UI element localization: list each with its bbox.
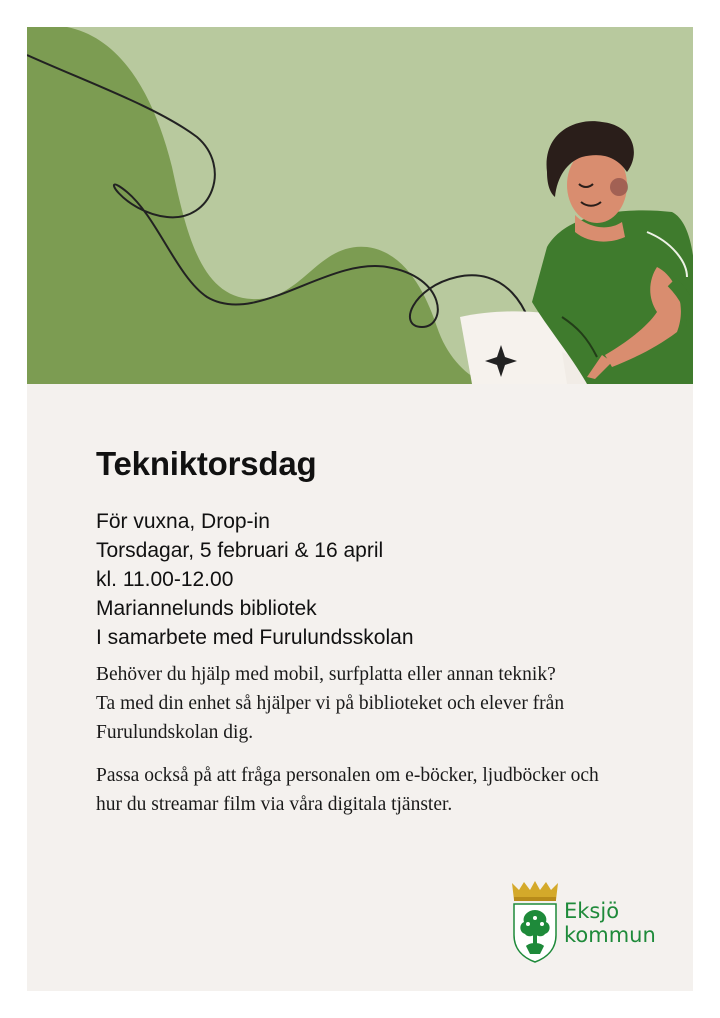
- event-details: [96, 507, 414, 652]
- logo-text: [564, 899, 656, 947]
- detail-audience: För vuxna, Drop-in: [96, 510, 270, 533]
- illustration-person-laptop: [27, 27, 693, 384]
- hero-illustration: [27, 27, 693, 384]
- detail-time: kl. 11.00-12.00: [96, 568, 234, 591]
- page-title: Tekniktorsdag: [96, 445, 317, 482]
- detail-location: Mariannelunds bibliotek: [96, 597, 317, 620]
- logo-line-eksjo: Eksjö: [564, 899, 620, 923]
- detail-dates: Torsdagar, 5 februari & 16 april: [96, 539, 384, 562]
- eksjo-coat-of-arms-icon: [510, 880, 560, 965]
- description-question: Behöver du hjälp med mobil, surfplatta eller annan teknik?: [96, 664, 556, 685]
- logo-line-kommun: kommun: [564, 923, 656, 947]
- description: [96, 660, 626, 833]
- poster: [27, 27, 693, 991]
- description-paragraph: [96, 660, 626, 747]
- detail-partner: I samarbete med Furulundsskolan: [96, 626, 414, 649]
- description-offer: Ta med din enhet så hjälper vi på biblioteket och elever från Furulundskolan dig.: [96, 693, 565, 743]
- description-paragraph-extra: Passa också på att fråga personalen om e-böcker, ljudböcker och hur du streamar film via våra digitala tjänster.: [96, 765, 599, 815]
- eksjo-kommun-logo: [510, 880, 670, 965]
